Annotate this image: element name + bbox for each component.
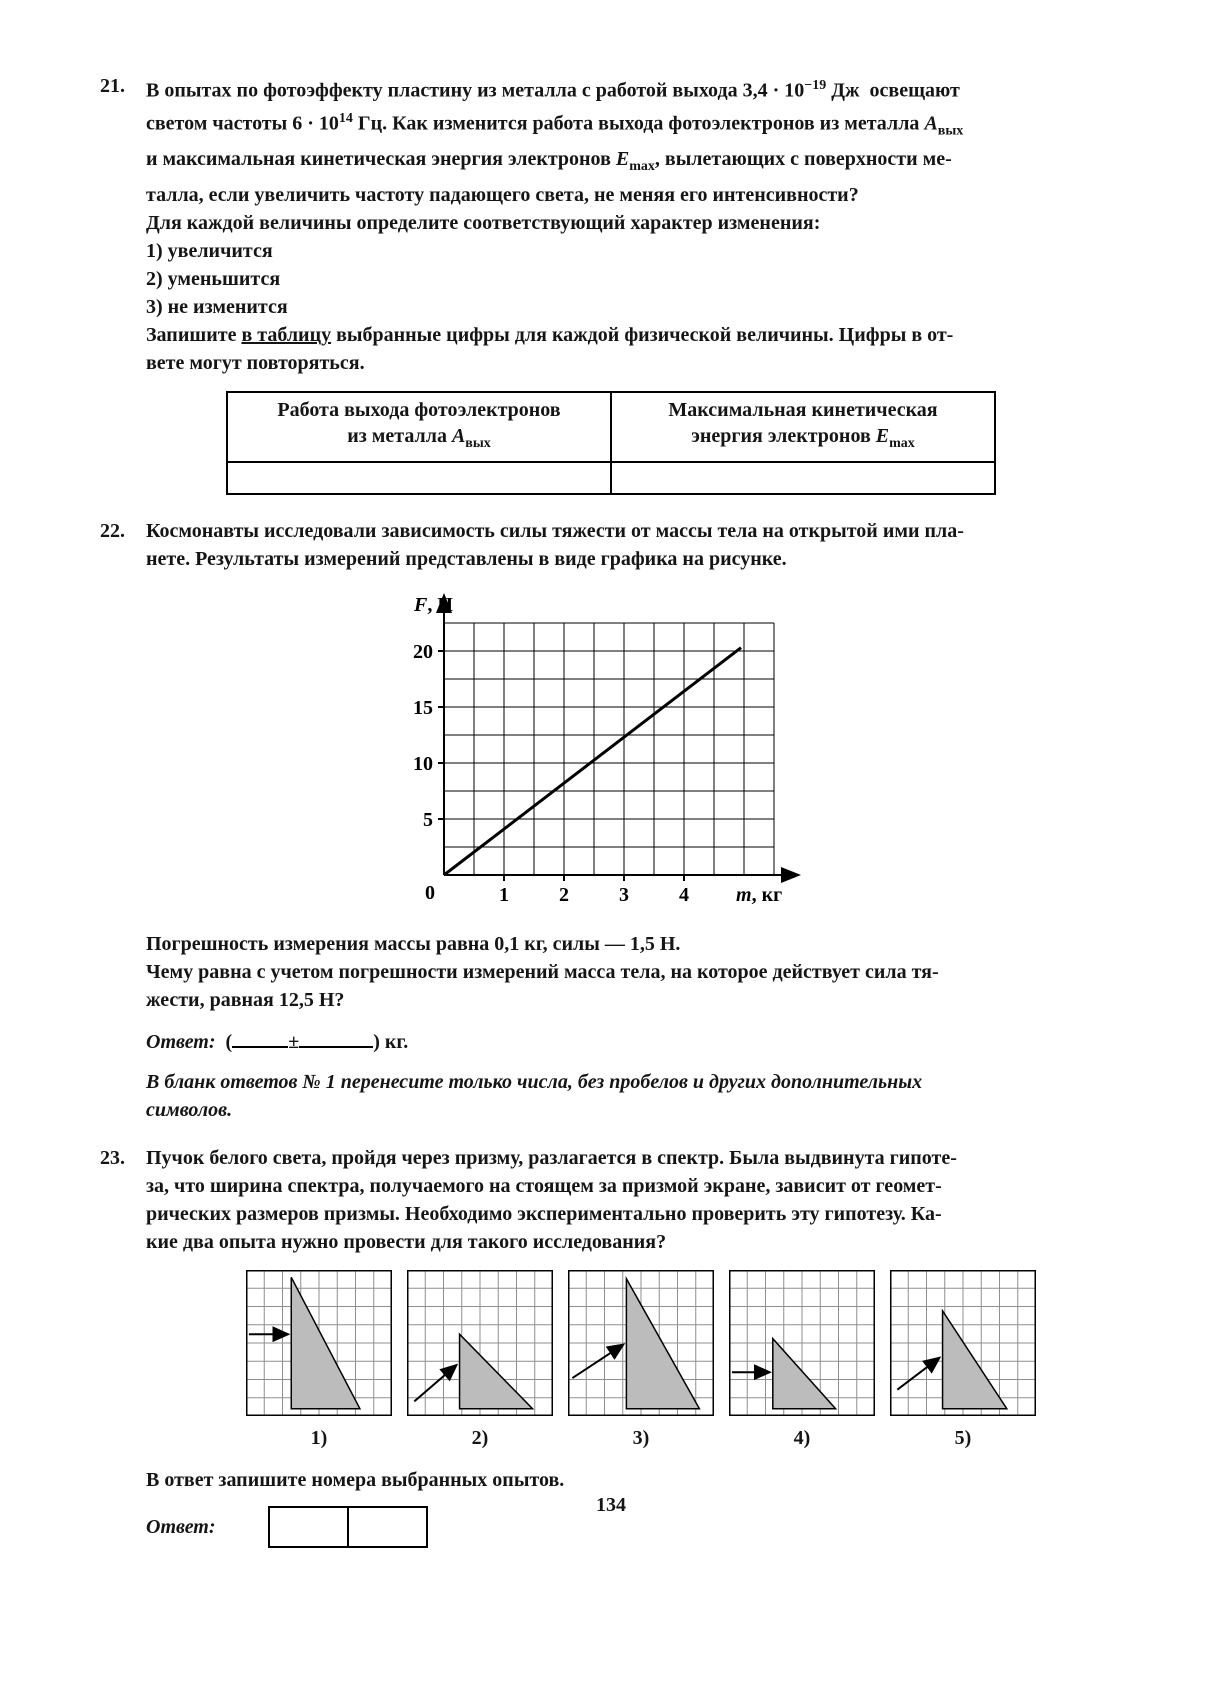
prism-triangle (943, 1311, 1007, 1409)
svg-text:15: 15 (413, 697, 433, 720)
problem-22 (100, 517, 1140, 1124)
problem-23 (100, 1144, 1140, 1548)
svg-text:10: 10 (413, 753, 433, 776)
problem-22-number: 22. (100, 520, 125, 543)
prism-experiment (729, 1270, 875, 1450)
page-number: 134 (596, 1494, 626, 1516)
text-line: символов. (146, 1099, 233, 1122)
force-mass-graph (399, 585, 809, 917)
text-line: 3) не изменится (146, 296, 288, 319)
svg-text:5: 5 (423, 809, 433, 832)
prism-experiment (890, 1270, 1036, 1450)
problem-23-number: 23. (100, 1147, 125, 1170)
figure-label: 3) (632, 1427, 650, 1450)
problem-23-instruction (146, 1466, 1140, 1494)
data-line (444, 648, 741, 875)
prism-figure (246, 1270, 392, 1416)
text-line: Погрешность измерения массы равна 0,1 кг, силы — 1,5 Н. (146, 933, 681, 956)
text-line: Пучок белого света, пройдя через призму, разлагается в спектр. Была выдвинута гипоте- (146, 1147, 957, 1170)
svg-text:m, кг: m, кг (736, 884, 783, 907)
text-line: вете могут повторяться. (146, 352, 365, 375)
svg-text:4: 4 (679, 884, 689, 907)
prism-figure (407, 1270, 553, 1416)
light-ray-arrow (414, 1365, 456, 1402)
text-line: и максимальная кинетическая энергия электронов $E_{max}$, вылетающих с поверхности ме- (146, 148, 952, 175)
prism-figure (568, 1270, 714, 1416)
text-line: энергия электронов $E_{max}$ (691, 425, 915, 452)
text-line: из металла $А_{вых}$ (347, 425, 491, 452)
text-line: В ответ запишите номера выбранных опытов. (146, 1469, 565, 1492)
answer-blank-value[interactable] (232, 1030, 288, 1048)
text-line: В опытах по фотоэффекту пластину из металла с работой выхода $3,4 \cdot 10^{-19}$ Дж освещают (146, 78, 960, 102)
table-header-col1 (227, 392, 611, 462)
prism-figure (890, 1270, 1036, 1416)
table-answer-row (227, 462, 995, 494)
answer-cell-kinetic-energy[interactable] (611, 462, 995, 494)
table-header-row (227, 392, 995, 462)
answer-label: Ответ: (146, 1515, 216, 1538)
page-content (100, 72, 1140, 1548)
svg-text:F, Н: F, Н (414, 594, 453, 617)
problem-21-text (146, 72, 1140, 377)
prism-experiment (246, 1270, 392, 1450)
problem-22-body (146, 517, 1140, 1124)
prism-figure (729, 1270, 875, 1416)
answer-line-22 (146, 1028, 1140, 1056)
svg-text:3: 3 (619, 884, 629, 907)
text-line: рических размеров призмы. Необходимо экспериментально проверить эту гипотезу. Ка- (146, 1203, 942, 1226)
answer-blank-error[interactable] (299, 1030, 373, 1048)
graph-container (399, 585, 1140, 922)
plus-minus-sign: ± (288, 1031, 300, 1054)
prism-triangle (773, 1339, 836, 1409)
answer-table-21 (226, 391, 996, 495)
problem-23-body (146, 1144, 1140, 1548)
prism-triangle (460, 1335, 533, 1409)
text-line: Космонавты исследовали зависимость силы тяжести от массы тела на открытой ими пла- (146, 520, 964, 543)
text-line: Работа выхода фотоэлектронов (277, 399, 561, 422)
answer-label: Ответ: (146, 1031, 216, 1054)
light-ray-arrow (897, 1358, 939, 1390)
text-line: нете. Результаты измерений представлены в виде графика на рисунке. (146, 548, 787, 571)
figure-label: 5) (954, 1427, 972, 1450)
svg-text:0: 0 (425, 882, 435, 905)
text-line: талла, если увеличить частоту падающего света, не меняя его интенсивности? (146, 184, 859, 207)
figure-label: 2) (471, 1427, 489, 1450)
transfer-note (146, 1068, 1140, 1124)
prism-triangle (626, 1279, 699, 1409)
text-line: за, что ширина спектра, получаемого на стоящем за призмой экране, зависит от геомет- (146, 1175, 942, 1198)
problem-21-body (146, 72, 1140, 497)
problem-23-text (146, 1144, 1140, 1256)
text-line: светом частоты $6 \cdot 10^{14}$ Гц. Как изменится работа выхода фотоэлектронов из металла $А_{вых}$ (146, 110, 964, 139)
table-header-col2 (611, 392, 995, 462)
svg-text:20: 20 (413, 641, 433, 664)
prism-experiment (407, 1270, 553, 1450)
figure-label: 1) (310, 1427, 328, 1450)
problem-21 (100, 72, 1140, 497)
svg-text:1: 1 (499, 884, 509, 907)
problem-21-number: 21. (100, 75, 125, 97)
problem-22-text-bottom (146, 930, 1140, 1014)
text-line: кие два опыта нужно провести для такого исследования? (146, 1231, 667, 1254)
answer-close-paren: ) кг. (373, 1031, 409, 1054)
prism-figures (246, 1270, 1140, 1450)
svg-text:2: 2 (559, 884, 569, 907)
prism-experiment (568, 1270, 714, 1450)
answer-open-paren: ( (225, 1031, 233, 1054)
figure-label: 4) (793, 1427, 811, 1450)
text-line: В бланк ответов № 1 перенесите только числа, без пробелов и других дополнительных (146, 1071, 923, 1094)
answer-cell-work-function[interactable] (227, 462, 611, 494)
text-line: Запишите в таблицу выбранные цифры для каждой физической величины. Цифры в от- (146, 324, 954, 347)
text-line: 1) увеличится (146, 240, 273, 263)
text-line: 2) уменьшится (146, 268, 281, 291)
text-line: Максимальная кинетическая (668, 399, 938, 422)
text-line: жести, равная 12,5 Н? (146, 989, 345, 1012)
text-line: Чему равна с учетом погрешности измерений масса тела, на которое действует сила тя- (146, 961, 939, 984)
problem-22-text-top (146, 517, 1140, 573)
text-line: Для каждой величины определите соответствующий характер изменения: (146, 212, 821, 235)
